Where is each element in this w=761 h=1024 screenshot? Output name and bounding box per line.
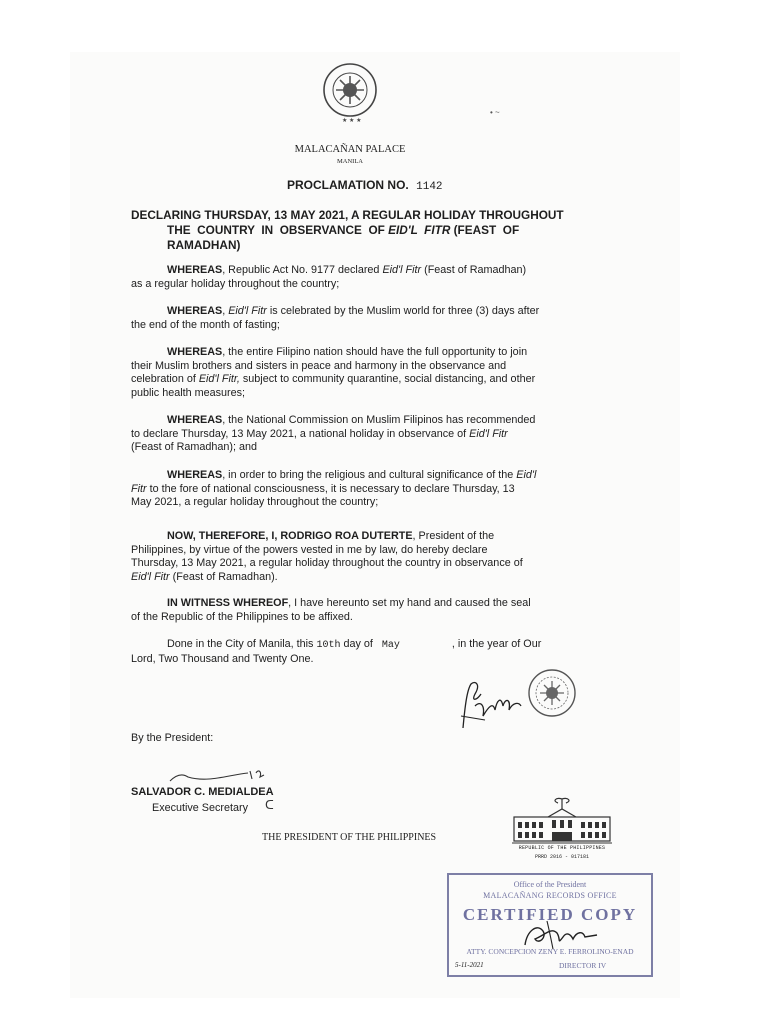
stamp-records-office: MALACAÑANG RECORDS OFFICE bbox=[483, 891, 617, 900]
presidential-seal-icon bbox=[322, 60, 378, 126]
stamp-certified-copy: CERTIFIED COPY bbox=[462, 905, 638, 924]
initials-mark: ᑕ bbox=[265, 798, 274, 812]
president-signature bbox=[455, 676, 527, 734]
secretary-title: Executive Secretary bbox=[152, 802, 249, 814]
stamp-date: 5-11-2021 bbox=[455, 961, 484, 969]
certifier-signature bbox=[517, 915, 607, 955]
whereas-paragraph-3: WHEREAS, the entire Filipino nation should have the full opportunity to join their Muslim brothers and sisters in peace and harmony in the observance and celebration of Eid'l Fitr, subject to community quarantine, social distancing, and other public health measures; bbox=[131, 346, 536, 399]
secretary-signature bbox=[168, 765, 268, 787]
emblem-caption: REPUBLIC OF THE PHILIPPINES bbox=[518, 845, 606, 851]
emblem-code: PRRD 2016 - 017181 bbox=[534, 854, 589, 860]
stamp-director: DIRECTOR IV bbox=[559, 961, 607, 970]
palace-city: MANILA bbox=[337, 158, 363, 165]
done-paragraph: Done in the City of Manila, this 10th day of May , in the year of Our Lord, Two Thousand and Twenty One. bbox=[131, 638, 542, 665]
now-therefore-paragraph: NOW, THEREFORE, I, RODRIGO ROA DUTERTE, President of the Philippines, by virtue of the powers vested in me by law, do hereby declare Thursday, 13 May 2021, a regular holiday throughout the country in observance of Eid'l Fitr (Feast of Ramadhan). bbox=[131, 530, 523, 583]
witness-paragraph: IN WITNESS WHEREOF, I have hereunto set my hand and caused the seal of the Republic of the Philippines to be affixed. bbox=[131, 597, 531, 623]
done-day: 10th bbox=[316, 640, 341, 651]
presidential-seal-stamp-icon bbox=[527, 668, 577, 718]
done-month: May bbox=[381, 640, 400, 651]
by-the-president-label: By the President: bbox=[131, 732, 214, 744]
svg-text:★ ★ ★: ★ ★ ★ bbox=[342, 118, 362, 124]
proclamation-number: 1142 bbox=[416, 181, 443, 193]
footer-president: THE PRESIDENT OF THE PHILIPPINES bbox=[262, 832, 437, 843]
proclamation-heading: PROCLAMATION NO. 1142 bbox=[287, 178, 443, 193]
secretary-name: SALVADOR C. MEDIALDEA bbox=[131, 786, 274, 798]
stamp-office: Office of the President bbox=[513, 880, 587, 889]
whereas-paragraph-1: WHEREAS, Republic Act No. 9177 declared Eid'l Fitr (Feast of Ramadhan) as a regular holiday throughout the country; bbox=[131, 264, 527, 290]
palace-name: MALACAÑAN PALACE bbox=[294, 144, 406, 155]
whereas-paragraph-5: WHEREAS, in order to bring the religious and cultural significance of the Eid'l Fitr to the fore of national consciousness, it is necessary to declare Thursday, 13 May 2021, a regular holiday throughout the country; bbox=[131, 469, 537, 509]
scan-speck: • ~ bbox=[490, 108, 500, 117]
malacanang-building-icon bbox=[512, 795, 612, 847]
whereas-paragraph-4: WHEREAS, the National Commission on Muslim Filipinos has recommended to declare Thursday, 13 May 2021, a national holiday in observance of Eid'l Fitr (Feast of Ramadhan); and bbox=[131, 414, 536, 454]
stamp-attorney: ATTY. CONCEPCION ZENY E. FERROLINO-ENAD bbox=[466, 947, 634, 956]
whereas-paragraph-2: WHEREAS, Eid'l Fitr is celebrated by the Muslim world for three (3) days after the end of the month of fasting; bbox=[131, 305, 540, 331]
proclamation-title: DECLARING THURSDAY, 13 MAY 2021, A REGULAR HOLIDAY THROUGHOUT THE COUNTRY IN OBSERVANCE OF EID'L FITR (FEAST OF RAMADHAN) bbox=[131, 208, 564, 252]
